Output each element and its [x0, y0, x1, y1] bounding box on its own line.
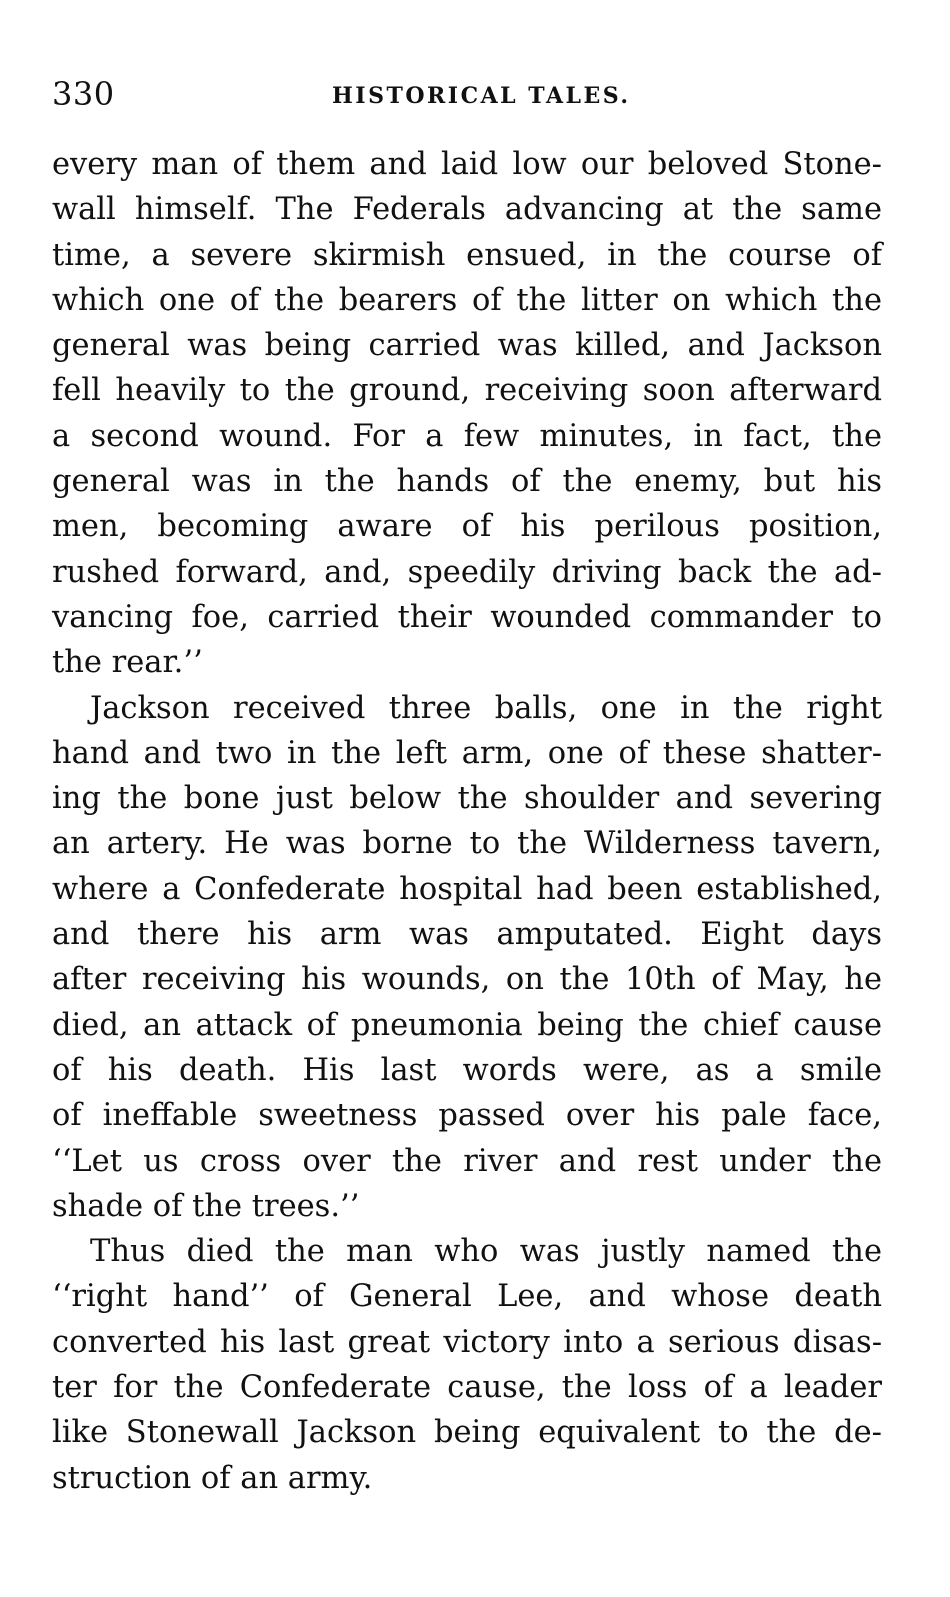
text-line: ‘‘Let us cross over the river and rest under the: [52, 1143, 882, 1179]
text-line: Jackson received three balls, one in the right: [90, 690, 882, 726]
text-line: fell heavily to the ground, receiving soon afterward: [52, 373, 882, 409]
text-line: every man of them and laid low our beloved Stone-: [52, 147, 882, 182]
text-line: struction of an army.: [52, 1460, 373, 1496]
text-line: ‘‘right hand’’ of General Lee, and whose death: [52, 1279, 882, 1315]
text-line: and there his arm was amputated. Eight days: [52, 917, 882, 953]
paragraph-2: [52, 686, 882, 1230]
text-line: wall himself. The Federals advancing at the same: [52, 192, 882, 228]
text-line: of his death. His last words were, as a smile: [52, 1052, 882, 1088]
text-line: ter for the Confederate cause, the loss of a leader: [52, 1370, 882, 1406]
text-line: vancing foe, carried their wounded commander to: [52, 599, 882, 635]
text-line: general was in the hands of the enemy, but his: [52, 464, 882, 500]
running-title: HISTORICAL TALES.: [332, 83, 631, 109]
body-text: [52, 142, 882, 1501]
text-line: time, a severe skirmish ensued, in the course of: [52, 237, 882, 273]
text-line: general was being carried was killed, and Jackson: [52, 328, 882, 364]
paragraph-1: [52, 142, 882, 686]
text-line: shade of the trees.’’: [52, 1188, 360, 1224]
text-line: men, becoming aware of his perilous position,: [52, 509, 882, 545]
text-line: like Stonewall Jackson being equivalent to the de-: [52, 1415, 882, 1451]
text-line: ing the bone just below the shoulder and severing: [52, 781, 882, 817]
text-line: the rear.’’: [52, 645, 203, 681]
running-head: [52, 72, 882, 116]
text-line: a second wound. For a few minutes, in fact, the: [52, 418, 882, 454]
text-line: died, an attack of pneumonia being the chief cause: [52, 1007, 882, 1043]
text-line: where a Confederate hospital had been established,: [52, 871, 882, 907]
text-line: Thus died the man who was justly named the: [90, 1234, 882, 1270]
text-line: hand and two in the left arm, one of these shatter-: [52, 735, 882, 771]
text-line: an artery. He was borne to the Wilderness tavern,: [52, 826, 882, 862]
text-line: which one of the bearers of the litter on which the: [52, 282, 882, 318]
paragraph-3: [52, 1229, 882, 1501]
text-line: rushed forward, and, speedily driving back the ad-: [52, 554, 882, 590]
text-line: converted his last great victory into a serious disas-: [52, 1324, 882, 1360]
text-line: of ineffable sweetness passed over his pale face,: [52, 1098, 882, 1134]
page-number: 330: [52, 75, 115, 113]
text-line: after receiving his wounds, on the 10th of May, he: [52, 962, 882, 998]
